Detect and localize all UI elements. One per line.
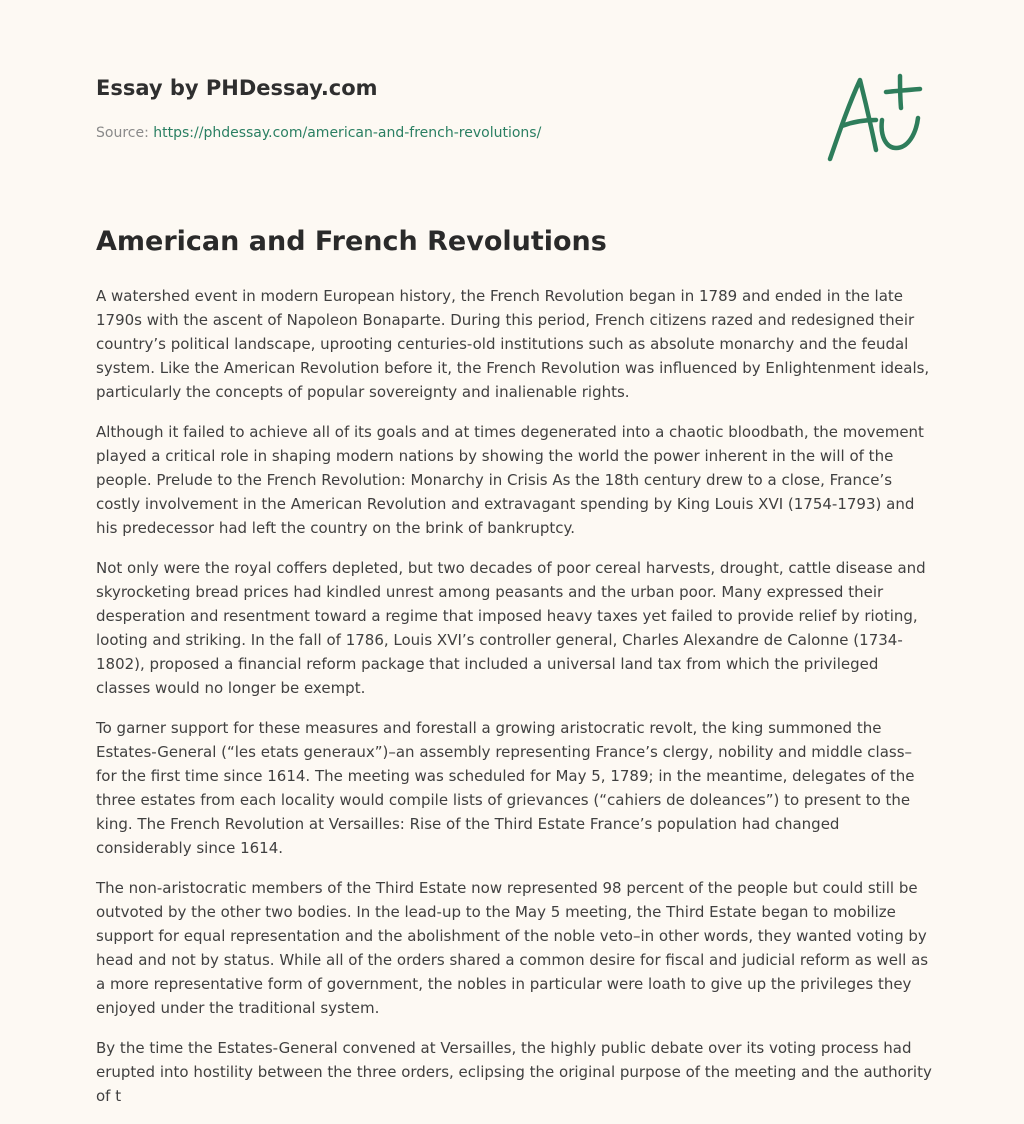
essay-paragraph: To garner support for these measures and forestall a growing aristocratic revolt, the king summoned the Estates-General (“les etats generaux”)–an assembly representing France’s clergy, nobility and middle class–for the first time since 1614. The meeting was scheduled for May 5, 1789; in the meantime, delegates of the three estates from each locality would compile lists of grievances (“cahiers de doleances”) to present to the king. The French Revolution at Versailles: Rise of the Third Estate France’s population had changed considerably since 1614. bbox=[96, 719, 915, 857]
site-header bbox=[96, 76, 378, 100]
source-line bbox=[96, 125, 541, 141]
essay-paragraph: Although it failed to achieve all of its goals and at times degenerated into a chaotic bloodbath, the movement played a critical role in shaping modern nations by showing the world the power inherent in the will of the people. Prelude to the French Revolution: Monarchy in Crisis As the 18th century drew to a close, France’s costly involvement in the American Revolution and extravagant spending by King Louis XVI (1754-1793) and his predecessor had left the country on the brink of bankruptcy. bbox=[96, 423, 924, 537]
essay-paragraph: A watershed event in modern European history, the French Revolution began in 1789 and ended in the late 1790s with the ascent of Napoleon Bonaparte. During this period, French citizens razed and redesigned their country’s political landscape, uprooting centuries-old institutions such as absolute monarchy and the feudal system. Like the American Revolution before it, the French Revolution was influenced by Enlightenment ideals, particularly the concepts of popular sovereignty and inalienable rights. bbox=[96, 287, 930, 401]
essay-paragraph: The non-aristocratic members of the Third Estate now represented 98 percent of the people but could still be outvoted by the other two bodies. In the lead-up to the May 5 meeting, the Third Estate began to mobilize support for equal representation and the abolishment of the noble veto–in other words, they wanted voting by head and not by status. While all of the orders shared a common desire for fiscal and judicial reform as well as a more representative form of government, the nobles in particular were loath to give up the privileges they enjoyed under the traditional system. bbox=[96, 879, 929, 1017]
essay-paragraph: By the time the Estates-General convened at Versailles, the highly public debate over its voting process had erupted into hostility between the three orders, eclipsing the original purpose of the meeting and the authority of t bbox=[96, 1039, 932, 1105]
source-link[interactable]: https://phdessay.com/american-and-french-revolutions/ bbox=[153, 125, 542, 141]
essay-body bbox=[96, 284, 932, 1124]
essay-title: American and French Revolutions bbox=[96, 226, 607, 257]
source-label: Source: bbox=[96, 125, 154, 141]
brand-title: Essay by PHDessay.com bbox=[96, 76, 378, 100]
essay-paragraph: Not only were the royal coffers depleted, but two decades of poor cereal harvests, drought, cattle disease and skyrocketing bread prices had kindled unrest among peasants and the urban poor. Many expressed their desperation and resentment toward a regime that imposed heavy taxes yet failed to provide relief by rioting, looting and striking. In the fall of 1786, Louis XVI’s controller general, Charles Alexandre de Calonne (1734-1802), proposed a financial reform package that included a universal land tax from which the privileged classes would no longer be exempt. bbox=[96, 559, 926, 697]
a-plus-logo-icon bbox=[820, 66, 928, 166]
